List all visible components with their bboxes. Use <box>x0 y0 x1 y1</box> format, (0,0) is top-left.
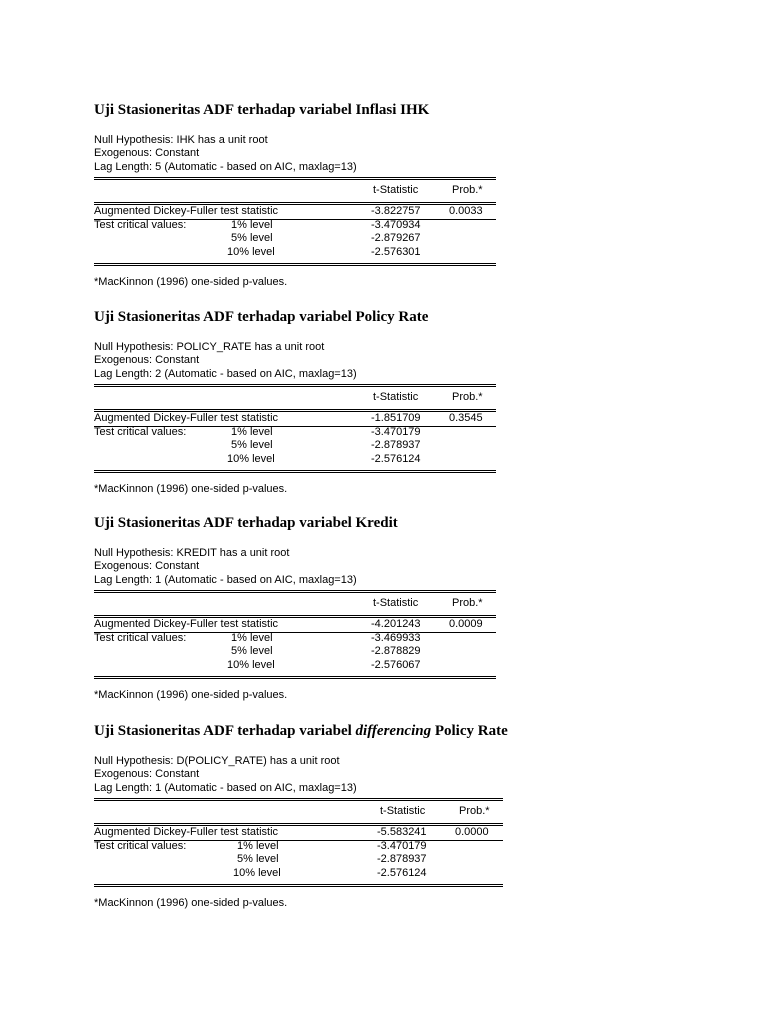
adf-label: Augmented Dickey-Fuller test statistic <box>94 826 279 839</box>
level-value: -2.576067 <box>371 658 421 671</box>
prob-header: Prob.* <box>459 805 490 818</box>
lag-length: Lag Length: 1 (Automatic - based on AIC, maxlag=13) <box>94 573 357 586</box>
critical-row-10pct <box>94 453 496 467</box>
adf-prob: 0.0033 <box>449 205 483 218</box>
level-value: -3.469933 <box>371 631 421 644</box>
results-table <box>94 618 496 672</box>
results-table <box>94 412 496 466</box>
level-label: 5% level <box>237 853 279 866</box>
exogenous: Exogenous: Constant <box>94 354 200 367</box>
critical-label: Test critical values: <box>94 839 187 852</box>
adf-prob: 0.3545 <box>449 412 483 425</box>
level-label: 10% level <box>227 658 275 671</box>
results-table <box>94 205 496 259</box>
footnote: *MacKinnon (1996) one-sided p-values. <box>94 483 288 496</box>
adf-section-policy-rate <box>94 308 496 495</box>
critical-row-1pct <box>94 219 496 233</box>
critical-label: Test critical values: <box>94 631 187 644</box>
null-hypothesis: Null Hypothesis: D(POLICY_RATE) has a unit root <box>94 755 340 767</box>
null-hypothesis: Null Hypothesis: POLICY_RATE has a unit root <box>94 341 325 353</box>
column-header-row <box>94 593 496 615</box>
level-value: -3.470179 <box>377 839 427 852</box>
footnote: *MacKinnon (1996) one-sided p-values. <box>94 897 288 910</box>
adf-section-inflasi-ihk <box>94 101 496 288</box>
level-value: -2.576301 <box>371 245 421 258</box>
section-heading: Uji Stasioneritas ADF terhadap variabel Kredit <box>94 515 398 531</box>
adf-tstat: -4.201243 <box>371 618 421 631</box>
adf-label: Augmented Dickey-Fuller test statistic <box>94 412 279 425</box>
adf-prob: 0.0009 <box>449 618 483 631</box>
level-value: -3.470934 <box>371 218 421 231</box>
critical-row-5pct <box>94 853 503 867</box>
critical-row-1pct <box>94 632 496 646</box>
critical-row-10pct <box>94 867 503 881</box>
level-value: -2.576124 <box>371 452 421 465</box>
exogenous: Exogenous: Constant <box>94 560 200 573</box>
critical-row-1pct <box>94 426 496 440</box>
test-info <box>94 755 503 795</box>
adf-tstat: -1.851709 <box>371 412 421 425</box>
level-value: -2.879267 <box>371 232 421 245</box>
critical-label: Test critical values: <box>94 425 187 438</box>
column-header-row <box>94 387 496 409</box>
t-statistic-header: t-Statistic <box>373 391 419 404</box>
table-bottom-rule <box>94 884 503 887</box>
level-label: 10% level <box>233 866 281 879</box>
critical-row-5pct <box>94 645 496 659</box>
adf-row <box>94 618 496 632</box>
section-heading: Uji Stasioneritas ADF terhadap variabel Policy Rate <box>94 309 429 325</box>
lag-length: Lag Length: 5 (Automatic - based on AIC, maxlag=13) <box>94 160 357 173</box>
level-value: -2.878937 <box>377 853 427 866</box>
exogenous: Exogenous: Constant <box>94 768 200 781</box>
footnote: *MacKinnon (1996) one-sided p-values. <box>94 276 288 289</box>
critical-row-1pct <box>94 840 503 854</box>
test-info <box>94 341 496 381</box>
critical-row-10pct <box>94 659 496 673</box>
exogenous: Exogenous: Constant <box>94 147 200 160</box>
column-header-row <box>94 801 503 823</box>
level-label: 10% level <box>227 245 275 258</box>
test-info <box>94 134 496 174</box>
prob-header: Prob.* <box>452 597 483 610</box>
critical-row-10pct <box>94 246 496 260</box>
critical-row-5pct <box>94 439 496 453</box>
prob-header: Prob.* <box>452 391 483 404</box>
adf-row <box>94 412 496 426</box>
table-bottom-rule <box>94 470 496 473</box>
level-value: -2.878937 <box>371 439 421 452</box>
t-statistic-header: t-Statistic <box>380 805 426 818</box>
level-label: 1% level <box>231 631 273 644</box>
section-heading: Uji Stasioneritas ADF terhadap variabel differencing Policy Rate <box>94 723 508 739</box>
prob-header: Prob.* <box>452 184 483 197</box>
section-heading: Uji Stasioneritas ADF terhadap variabel Inflasi IHK <box>94 102 430 118</box>
adf-section-differencing-policy-rate <box>94 722 508 910</box>
critical-label: Test critical values: <box>94 218 187 231</box>
adf-row <box>94 826 503 840</box>
test-info <box>94 547 496 587</box>
table-bottom-rule <box>94 676 496 679</box>
null-hypothesis: Null Hypothesis: KREDIT has a unit root <box>94 547 290 559</box>
level-label: 1% level <box>231 425 273 438</box>
t-statistic-header: t-Statistic <box>373 597 419 610</box>
adf-tstat: -5.583241 <box>377 826 427 839</box>
level-value: -3.470179 <box>371 425 421 438</box>
level-label: 5% level <box>231 439 273 452</box>
column-header-row <box>94 180 496 202</box>
adf-label: Augmented Dickey-Fuller test statistic <box>94 205 279 218</box>
adf-row <box>94 205 496 219</box>
t-statistic-header: t-Statistic <box>373 184 419 197</box>
level-label: 5% level <box>231 645 273 658</box>
lag-length: Lag Length: 1 (Automatic - based on AIC, maxlag=13) <box>94 781 357 794</box>
footnote: *MacKinnon (1996) one-sided p-values. <box>94 689 288 702</box>
level-value: -2.576124 <box>377 866 427 879</box>
critical-row-5pct <box>94 232 496 246</box>
adf-tstat: -3.822757 <box>371 205 421 218</box>
adf-section-kredit <box>94 514 496 701</box>
level-label: 5% level <box>231 232 273 245</box>
table-bottom-rule <box>94 263 496 266</box>
level-label: 10% level <box>227 452 275 465</box>
adf-prob: 0.0000 <box>455 826 489 839</box>
adf-label: Augmented Dickey-Fuller test statistic <box>94 618 279 631</box>
level-label: 1% level <box>237 839 279 852</box>
level-label: 1% level <box>231 218 273 231</box>
lag-length: Lag Length: 2 (Automatic - based on AIC, maxlag=13) <box>94 367 357 380</box>
level-value: -2.878829 <box>371 645 421 658</box>
null-hypothesis: Null Hypothesis: IHK has a unit root <box>94 134 268 146</box>
results-table <box>94 826 503 880</box>
